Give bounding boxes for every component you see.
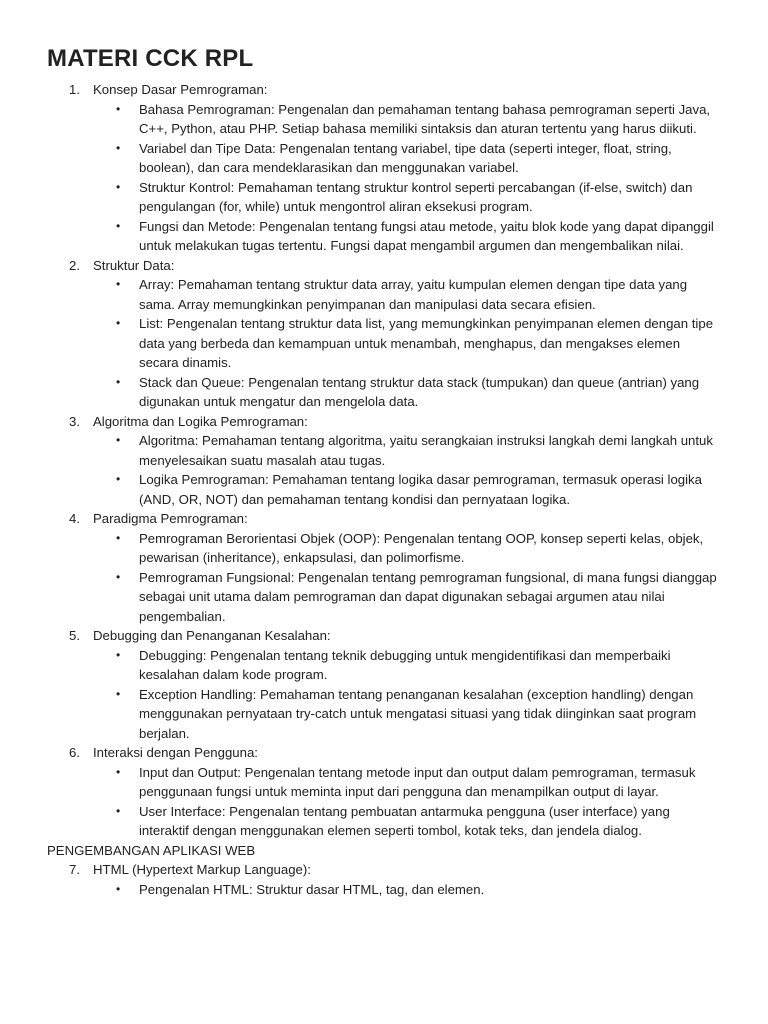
bullet-list bbox=[47, 880, 728, 900]
document-title: MATERI CCK RPL bbox=[47, 45, 254, 72]
section-number: 2. bbox=[69, 257, 80, 273]
section-list bbox=[47, 80, 728, 841]
list-item-text: Array: Pemahaman tentang struktur data array, yaitu kumpulan elemen dengan tipe data yang sama. Array memungkinkan penyimpanan dan manipulasi data secara efisien. bbox=[139, 277, 688, 312]
section-title: Struktur Data: bbox=[93, 257, 175, 273]
bullet-dot-icon: • bbox=[116, 569, 121, 584]
bullet-dot-icon: • bbox=[116, 530, 121, 545]
list-item bbox=[116, 880, 728, 900]
bullet-dot-icon: • bbox=[116, 374, 121, 389]
list-item-text: User Interface: Pengenalan tentang pembuatan antarmuka pengguna (user interface) yang interaktif dengan menggunakan elemen seperti tombol, kotak teks, dan jendela dialog. bbox=[139, 803, 670, 838]
list-item bbox=[116, 373, 728, 412]
list-item bbox=[116, 178, 728, 217]
web-section-list bbox=[47, 860, 728, 899]
section-heading bbox=[69, 860, 728, 880]
list-item bbox=[116, 529, 728, 568]
section-heading bbox=[69, 743, 728, 763]
section-title: Paradigma Pemrograman: bbox=[93, 511, 248, 526]
list-item-text: Debugging: Pengenalan tentang teknik debugging untuk mengidentifikasi dan memperbaiki kesalahan dalam kode program. bbox=[139, 647, 671, 682]
list-item-text: Variabel dan Tipe Data: Pengenalan tentang variabel, tipe data (seperti integer, float, string, boolean), dan cara mendeklarasikan dan menggunakan variabel. bbox=[139, 140, 672, 175]
bullet-dot-icon: • bbox=[116, 316, 121, 330]
list-item-text: Logika Pemrograman: Pemahaman tentang logika dasar pemrograman, termasuk operasi logika (AND, OR, NOT) dan pemahaman tentang kondisi dan pernyataan logika. bbox=[139, 472, 702, 507]
bullet-list bbox=[47, 431, 728, 509]
section-number: 1. bbox=[69, 82, 80, 97]
list-item-text: Struktur Kontrol: Pemahaman tentang struktur kontrol seperti percabangan (if-else, switch) dan pengulangan (for, while) untuk mengontrol aliran eksekusi program. bbox=[139, 179, 693, 214]
bullet-list bbox=[47, 100, 728, 256]
section-heading bbox=[69, 80, 728, 100]
bullet-list bbox=[47, 529, 728, 627]
bullet-dot-icon: • bbox=[116, 472, 121, 486]
list-item bbox=[116, 802, 728, 841]
list-item-text: Bahasa Pemrograman: Pengenalan dan pemahaman tentang bahasa pemrograman seperti Java, C++, Python, atau PHP. Setiap bahasa memiliki sintaksis dan aturan tertentu yang harus diikuti. bbox=[139, 101, 711, 136]
section-4 bbox=[47, 509, 728, 626]
section-heading bbox=[69, 626, 728, 646]
bullet-list bbox=[47, 763, 728, 841]
list-item bbox=[116, 646, 728, 685]
section-title: Algoritma dan Logika Pemrograman: bbox=[93, 413, 308, 429]
list-item bbox=[116, 139, 728, 178]
section-1 bbox=[47, 80, 728, 256]
list-item bbox=[116, 470, 728, 509]
web-heading: PENGEMBANGAN APLIKASI WEB bbox=[47, 842, 256, 858]
list-item-text: Stack dan Queue: Pengenalan tentang struktur data stack (tumpukan) dan queue (antrian) yang digunakan untuk mengatur dan mengelola data. bbox=[139, 374, 700, 409]
bullet-list bbox=[47, 646, 728, 744]
list-item-text: Pemrograman Fungsional: Pengenalan tentang pemrograman fungsional, di mana fungsi dianggap sebagai unit utama dalam pemrograman dan dapat digunakan sebagai argumen atau nilai pengembalian. bbox=[139, 569, 717, 624]
list-item bbox=[116, 217, 728, 256]
section-title: Konsep Dasar Pemrograman: bbox=[93, 82, 268, 97]
list-item-text: Pemrograman Berorientasi Objek (OOP): Pengenalan tentang OOP, konsep seperti kelas, objek, pewarisan (inheritance), enkapsulasi, dan polimorfisme. bbox=[139, 530, 704, 565]
list-item-text: Algoritma: Pemahaman tentang algoritma, yaitu serangkaian instruksi langkah demi langkah untuk menyelesaikan suatu masalah atau tugas. bbox=[139, 433, 713, 468]
section-title: HTML (Hypertext Markup Language): bbox=[93, 862, 311, 877]
bullet-dot-icon: • bbox=[116, 803, 121, 818]
section-title: Debugging dan Penanganan Kesalahan: bbox=[93, 628, 331, 643]
list-item bbox=[116, 275, 728, 314]
bullet-dot-icon: • bbox=[116, 101, 121, 116]
section-heading bbox=[69, 256, 728, 276]
list-item bbox=[116, 431, 728, 470]
bullet-dot-icon: • bbox=[116, 433, 121, 447]
section-7 bbox=[47, 860, 728, 899]
section-number: 5. bbox=[69, 628, 80, 643]
section-number: 7. bbox=[69, 862, 80, 877]
section-3 bbox=[47, 412, 728, 510]
section-number: 4. bbox=[69, 511, 80, 526]
list-item bbox=[116, 763, 728, 802]
bullet-dot-icon: • bbox=[116, 179, 121, 194]
list-item bbox=[116, 568, 728, 627]
list-item-text: Fungsi dan Metode: Pengenalan tentang fungsi atau metode, yaitu blok kode yang dapat dipanggil untuk melakukan tugas tertentu. Fungsi dapat mengambil argumen dan mengembalikan nilai. bbox=[139, 218, 714, 253]
list-item-text: Pengenalan HTML: Struktur dasar HTML, tag, dan elemen. bbox=[139, 881, 485, 897]
section-number: 6. bbox=[69, 745, 80, 760]
bullet-dot-icon: • bbox=[116, 764, 121, 779]
list-item-text: Input dan Output: Pengenalan tentang metode input dan output dalam pemrograman, termasuk penggunaan fungsi untuk meminta input dari pengguna dan menampilkan output di layar. bbox=[139, 764, 696, 799]
list-item-text: List: Pengenalan tentang struktur data list, yang memungkinkan penyimpanan elemen dengan tipe data yang berbeda dan kemampuan untuk menambah, menghapus, dan mengakses elemen secara dinamis. bbox=[139, 316, 714, 370]
section-5 bbox=[47, 626, 728, 743]
list-item bbox=[116, 314, 728, 373]
section-6 bbox=[47, 743, 728, 841]
bullet-dot-icon: • bbox=[116, 277, 121, 291]
list-item bbox=[116, 685, 728, 744]
section-title: Interaksi dengan Pengguna: bbox=[93, 745, 258, 760]
bullet-dot-icon: • bbox=[116, 218, 121, 233]
section-heading bbox=[69, 412, 728, 432]
section-2 bbox=[47, 256, 728, 412]
list-item bbox=[116, 100, 728, 139]
bullet-dot-icon: • bbox=[116, 647, 121, 662]
bullet-list bbox=[47, 275, 728, 412]
list-item-text: Exception Handling: Pemahaman tentang penanganan kesalahan (exception handling) dengan menggunakan pernyataan try-catch untuk mengatasi situasi yang tidak diinginkan saat program berjalan. bbox=[139, 686, 697, 741]
bullet-dot-icon: • bbox=[116, 881, 121, 896]
section-heading bbox=[69, 509, 728, 529]
section-number: 3. bbox=[69, 413, 80, 429]
bullet-dot-icon: • bbox=[116, 686, 121, 701]
bullet-dot-icon: • bbox=[116, 140, 121, 155]
